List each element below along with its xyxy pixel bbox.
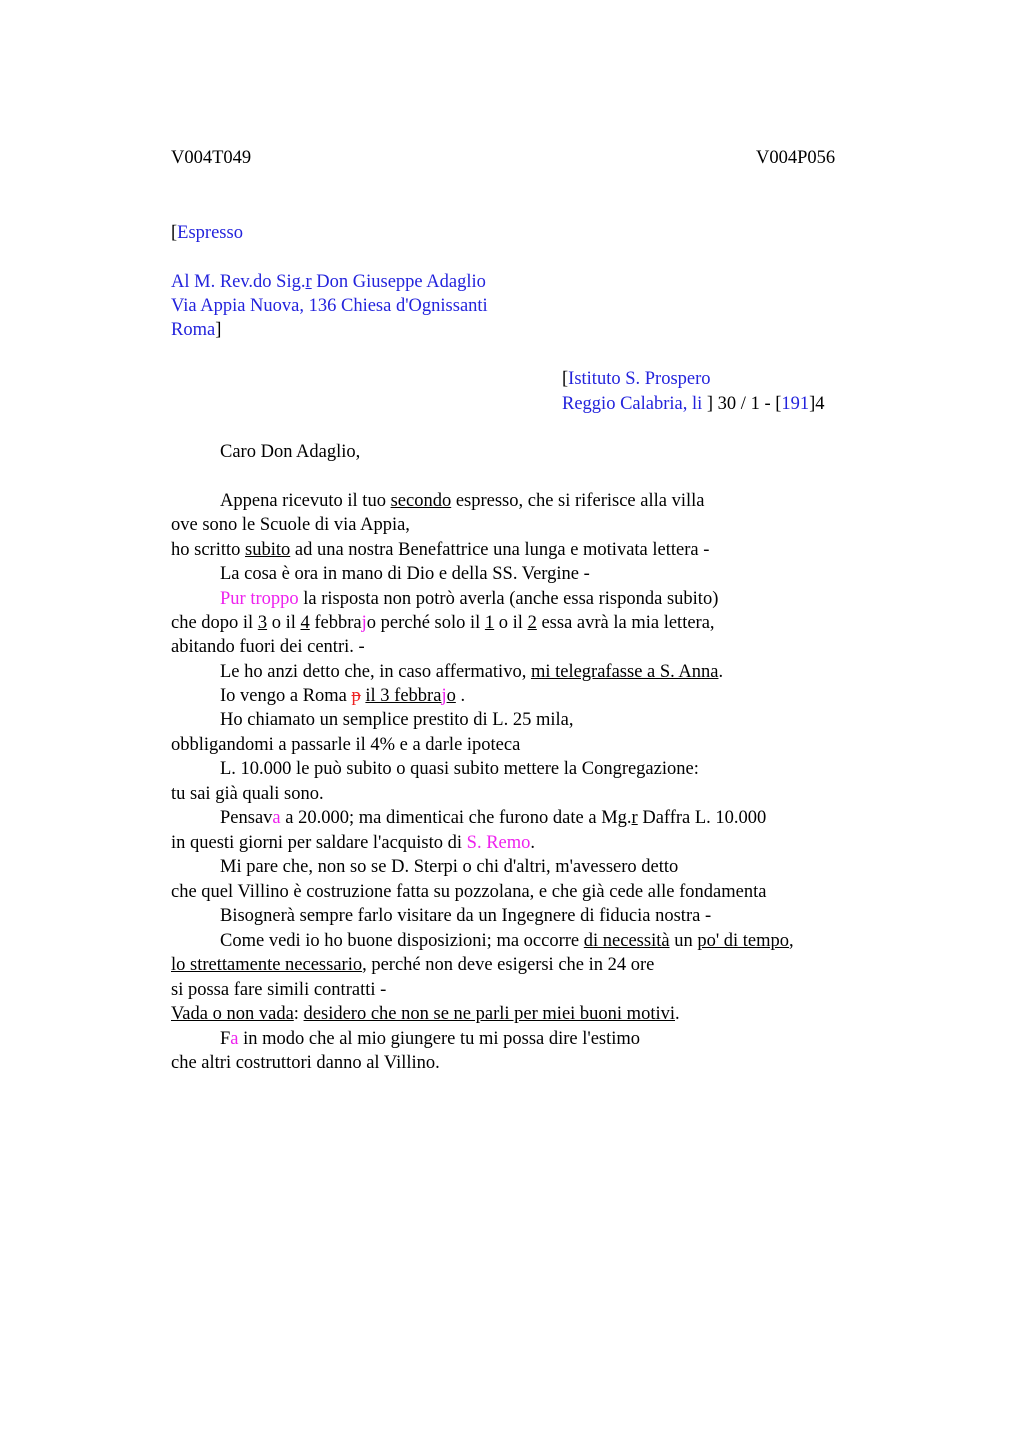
underlined-text: di necessità	[583, 931, 670, 951]
text: , perché non deve esigersi che in 24 ore	[362, 955, 655, 975]
text: essa avrà la mia lettera,	[536, 613, 715, 633]
body-line-1	[220, 489, 704, 513]
text: Via Appia Nuova, 136 Chiesa d'Ognissanti	[171, 296, 488, 316]
date-text: ] 30 / 1 - [	[702, 394, 782, 414]
underlined-text: desidero che non se ne parli per miei buoni motivi	[303, 1004, 675, 1024]
document-code-left	[171, 146, 251, 170]
underlined-text: o	[446, 686, 456, 706]
text: abitando fuori dei centri. -	[171, 637, 365, 657]
underlined-text: secondo	[390, 491, 452, 511]
address-line-3	[171, 318, 221, 342]
body-line-7	[171, 635, 365, 659]
text: Daffra L. 10.000	[637, 808, 767, 828]
underlined-text: Vada o non vada	[171, 1004, 294, 1024]
text: si possa fare simili contratti -	[171, 980, 387, 1000]
text: Don Giuseppe Adaglio	[311, 272, 486, 292]
editorial-text: a	[230, 1029, 239, 1049]
bracket: ]	[215, 320, 222, 340]
underlined-text: po' di tempo	[697, 931, 790, 951]
text: .	[455, 686, 466, 706]
text: la risposta non potrò averla (anche essa risponda subito)	[298, 589, 719, 609]
body-line-3	[171, 538, 709, 562]
salutation	[220, 440, 360, 464]
text: tu sai già quali sono.	[171, 784, 324, 804]
text: Ho chiamato un semplice prestito di L. 25 mila,	[220, 710, 574, 730]
body-line-8	[220, 660, 723, 684]
body-line-19	[220, 929, 794, 953]
text: Come vedi io ho buone disposizioni; ma occorre	[220, 931, 584, 951]
body-line-17	[171, 880, 766, 904]
body-line-24	[171, 1051, 440, 1075]
text: ,	[789, 931, 794, 951]
underlined-text: 4	[300, 613, 310, 633]
underlined-text: r	[631, 808, 638, 828]
editorial-text: S. Remo	[466, 833, 531, 853]
text: a 20.000; ma dimenticai che furono date a Mg.	[280, 808, 632, 828]
body-line-13	[171, 782, 324, 806]
text: L. 10.000 le può subito o quasi subito mettere la Congregazione:	[220, 759, 699, 779]
address-line-2	[171, 294, 488, 318]
body-line-11	[171, 733, 520, 757]
deleted-text: p	[351, 686, 361, 706]
left-code-text: V004T049	[171, 148, 252, 168]
address-espresso	[171, 221, 243, 245]
sender-institute	[562, 367, 711, 391]
body-line-22	[171, 1002, 680, 1026]
espresso-label: Espresso	[177, 223, 243, 243]
body-line-9	[220, 684, 465, 708]
bracket: [	[171, 223, 178, 243]
text: .	[530, 833, 536, 853]
institute-name: Istituto S. Prospero	[568, 369, 711, 389]
body-line-16	[220, 855, 678, 879]
text: ho scritto	[171, 540, 245, 560]
body-line-23	[220, 1027, 640, 1051]
text: Bisognerà sempre farlo visitare da un Ingegnere di fiducia nostra -	[220, 906, 712, 926]
text: Al M. Rev.do Sig.	[171, 272, 306, 292]
underlined-text: 1	[484, 613, 495, 633]
underlined-text: lo strettamente necessario	[171, 955, 363, 975]
text: ad una nostra Benefattrice una lunga e motivata lettera -	[290, 540, 710, 560]
body-line-10	[220, 708, 573, 732]
editorial-text: j	[361, 613, 367, 633]
body-line-20	[171, 953, 654, 977]
text: .	[718, 662, 724, 682]
text: febbra	[309, 613, 362, 633]
body-line-6	[171, 611, 715, 635]
text: obbligandomi a passarle il 4% e a darle ipoteca	[171, 735, 521, 755]
salutation-text: Caro Don Adaglio,	[220, 442, 361, 462]
body-line-21	[171, 978, 386, 1002]
bracket: [	[562, 369, 569, 389]
text: F	[220, 1029, 231, 1049]
body-line-5	[220, 587, 718, 611]
text: Mi pare che, non so se D. Sterpi o chi d'altri, m'avessero detto	[220, 857, 679, 877]
text: in questi giorni per saldare l'acquisto di	[171, 833, 467, 853]
underlined-text: mi telegrafasse a S. Anna	[530, 662, 719, 682]
editorial-text: j	[441, 686, 447, 706]
text: Le ho anzi detto che, in caso affermativo,	[220, 662, 531, 682]
underlined-text: 2	[527, 613, 537, 633]
text: o il	[494, 613, 528, 633]
text: .	[675, 1004, 680, 1024]
underlined-text: 3	[257, 613, 268, 633]
underlined-text: il 3 febbra	[365, 686, 442, 706]
text: Io vengo a Roma	[220, 686, 352, 706]
text: La cosa è ora in mano di Dio e della SS. Vergine -	[220, 564, 590, 584]
text: o il	[267, 613, 301, 633]
text: Appena ricevuto il tuo	[220, 491, 391, 511]
editorial-text: a	[272, 808, 281, 828]
address-line-1	[171, 270, 486, 294]
document-code-right	[756, 146, 835, 170]
text: che dopo il	[171, 613, 258, 633]
sender-place-date	[562, 392, 825, 416]
place-name: Reggio Calabria, li	[562, 394, 703, 414]
text: che quel Villino è costruzione fatta su pozzolana, e che già cede alle fondamenta	[171, 882, 767, 902]
body-line-12	[220, 757, 699, 781]
text: :	[293, 1004, 304, 1024]
text: un	[669, 931, 698, 951]
date-text: ]4	[809, 394, 825, 414]
body-line-15	[171, 831, 535, 855]
text: in modo che al mio giungere tu mi possa dire l'estimo	[238, 1029, 641, 1049]
text: Pensav	[220, 808, 273, 828]
text: che altri costruttori danno al Villino.	[171, 1053, 440, 1073]
body-line-4	[220, 562, 590, 586]
body-line-14	[220, 806, 766, 830]
underlined-text: r	[305, 272, 312, 292]
text: ove sono le Scuole di via Appia,	[171, 515, 410, 535]
body-line-2	[171, 513, 410, 537]
text: o perché solo il	[366, 613, 485, 633]
editorial-text: Pur troppo	[220, 589, 299, 609]
right-code-text: V004P056	[756, 148, 836, 168]
body-line-18	[220, 904, 711, 928]
year-text: 191	[781, 394, 810, 414]
text: espresso, che si riferisce alla villa	[451, 491, 705, 511]
underlined-text: subito	[245, 540, 291, 560]
text: Roma	[171, 320, 216, 340]
